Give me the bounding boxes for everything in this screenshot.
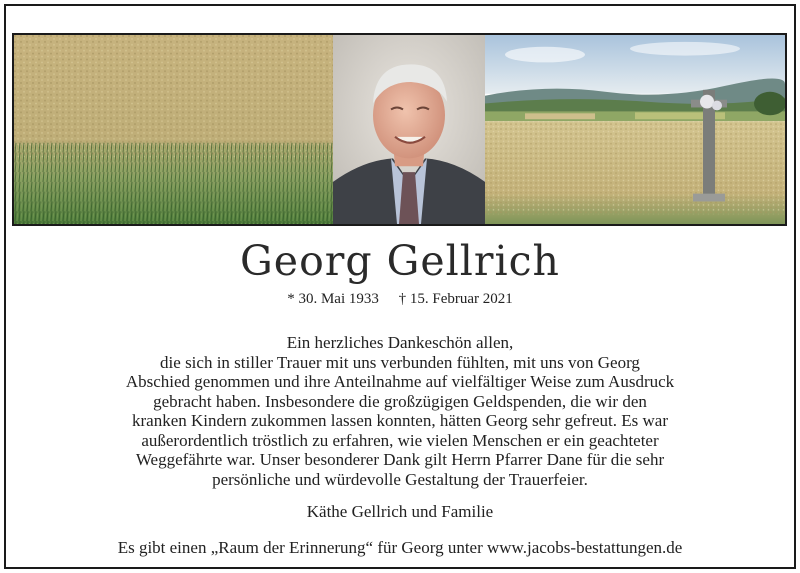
birth-date: * 30. Mai 1933 [287,291,379,307]
message-line: Weggefährte war. Unser besonderer Dank gilt Herrn Pfarrer Dane für die sehr [135,450,665,469]
message-line: Abschied genommen und ihre Anteilnahme auf vielfältiger Weise zum Ausdruck [125,372,675,391]
deceased-name: Georg Gellrich [240,237,560,285]
wheat-field-image [14,35,333,224]
landscape-image [485,35,785,224]
photo-strip [12,33,787,226]
family-signature: Käthe Gellrich und Familie [306,502,494,521]
thank-you-message [40,333,760,489]
message-line: persönliche und würdevolle Gestaltung der Trauerfeier. [212,469,588,489]
message-line: außerordentlich tröstlich zu erfahren, wie vielen Menschen er ein geachteter [141,430,659,450]
message-line: gebracht haben. Insbesondere die großzügigen Geldspenden, die wir den [153,391,647,411]
portrait-photo [333,35,485,224]
message-line: Ein herzliches Dankeschön allen, [286,333,514,352]
death-date: † 15. Februar 2021 [398,291,513,307]
portrait-image [333,35,485,224]
memorial-link-text: Es gibt einen „Raum der Erinnerung“ für Georg unter www.jacobs-bestattungen.de [117,538,683,557]
life-dates [0,291,800,308]
message-line: kranken Kindern zukommen lassen konnten, hätten Georg sehr gefreut. Es war [132,411,668,430]
message-line: die sich in stiller Trauer mit uns verbunden fühlten, mit uns von Georg [160,352,640,372]
wheat-field-photo [14,35,333,224]
landscape-photo [485,35,785,224]
